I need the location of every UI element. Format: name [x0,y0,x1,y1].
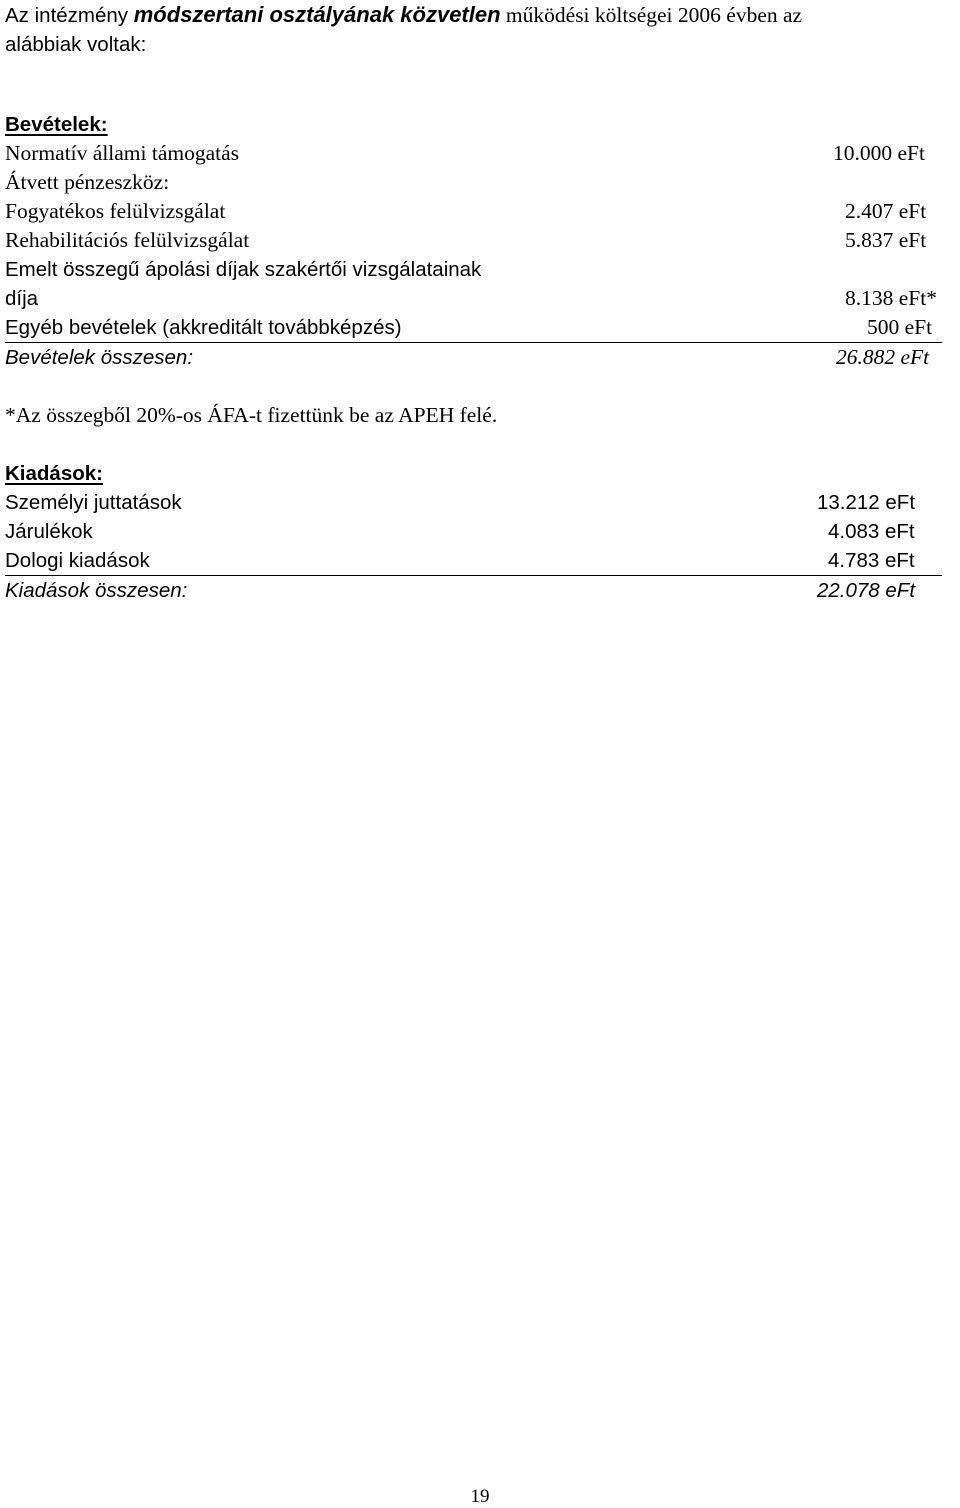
expense-label: Dologi kiadások [5,549,150,572]
revenues-total-row [5,343,942,372]
revenue-value: 10.000 eFt [833,141,925,165]
revenues-total-value: 26.882 eFt [836,345,930,369]
revenue-row [5,226,942,255]
revenue-value: 500 eFt [867,315,933,339]
expense-label: Járulékok [5,520,93,543]
intro-emphasis: módszertani osztályának közvetlen [133,2,501,27]
expense-value: 4.083 eFt [828,520,915,543]
revenue-row [5,313,942,343]
revenue-label: Egyéb bevételek (akkreditált továbbképzés) [5,316,402,339]
revenue-value: 5.837 eFt [845,228,927,252]
revenues-heading: Bevételek: [5,113,108,136]
revenue-row [5,139,942,168]
expenses-total-label: Kiadások összesen: [5,579,188,602]
intro-text-start: Az intézmény [5,4,134,27]
revenue-label: Rehabilitációs felülvizsgálat [5,228,250,252]
revenue-label: Átvett pénzeszköz: [5,170,170,194]
intro-text-end: működési költségei 2006 évben az [500,3,803,27]
revenue-row [5,197,942,226]
revenue-label: Normatív állami támogatás [5,141,240,165]
revenue-label: díja [5,287,39,310]
expense-row [5,546,942,576]
intro-line-1 [5,0,802,30]
revenue-value: 8.138 eFt* [845,286,937,310]
revenue-value: 2.407 eFt [845,199,927,223]
vat-footnote: *Az összegből 20%-os ÁFA-t fizettünk be az APEH felé. [5,403,498,427]
expense-row [5,517,942,546]
revenue-row [5,168,942,197]
revenue-row [5,255,942,284]
revenues-total-label: Bevételek összesen: [5,346,194,369]
revenue-row [5,284,942,313]
page-number: 19 [470,1486,490,1507]
expense-value: 13.212 eFt [817,491,916,514]
expenses-heading: Kiadások: [5,462,103,485]
expense-row [5,488,942,517]
expenses-total-value: 22.078 eFt [817,579,916,602]
revenue-label: Emelt összegű ápolási díjak szakértői vizsgálatainak [5,258,482,281]
expense-value: 4.783 eFt [828,549,915,572]
revenue-label: Fogyatékos felülvizsgálat [5,199,226,223]
intro-line-2: alábbiak voltak: [5,33,147,56]
expenses-total-row [5,576,942,605]
expense-label: Személyi juttatások [5,491,182,514]
